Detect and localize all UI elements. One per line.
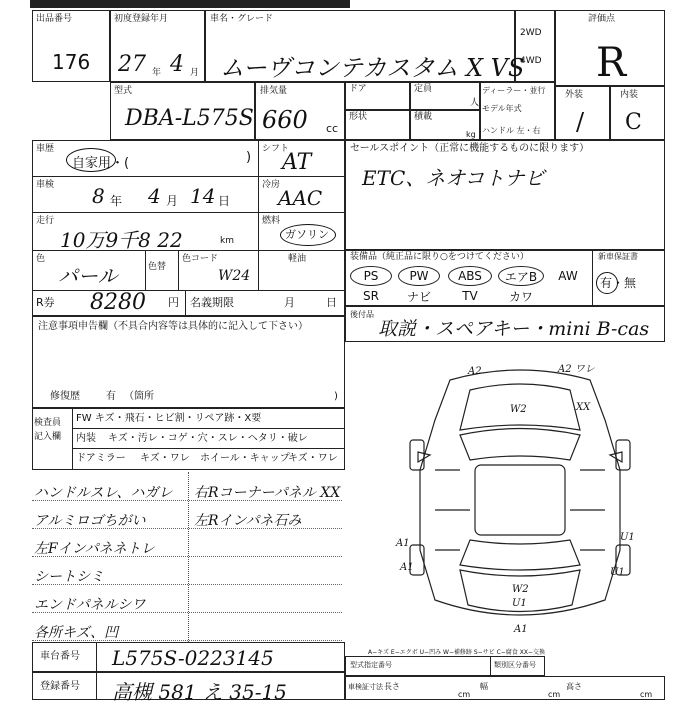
name-value: ムーヴコンテカスタム X VS — [220, 54, 525, 82]
inspector-label-1: 検査員 — [34, 418, 62, 428]
cm-2: cm — [548, 690, 561, 699]
recycle-value: 8280 — [90, 290, 146, 315]
cert-label-1: 型式指定番号 — [350, 661, 392, 669]
title-month: 月 — [284, 296, 295, 309]
inspect-day: 14 — [190, 184, 216, 208]
inspect-year-unit: 年 — [110, 194, 123, 208]
model-label: 型式 — [114, 86, 133, 96]
equip-leather: カワ — [508, 289, 533, 304]
use-close: ) — [246, 150, 252, 165]
grade-label: 評価点 — [588, 14, 616, 24]
chassis-value: L575S-0223145 — [112, 646, 274, 670]
mark-a1-lower: A1 — [400, 562, 414, 573]
sales-box — [345, 140, 665, 250]
inspect-month: 4 — [148, 184, 161, 208]
door-mirror-val: キズ・ワレ — [140, 453, 190, 464]
drive-4wd: 4WD — [520, 56, 542, 66]
new-car-label: 新車保証書 — [598, 252, 638, 261]
mark-a1-left: A1 — [396, 538, 410, 549]
color-value: パール — [58, 264, 118, 288]
dealer-label: ディーラー・並行 — [482, 86, 546, 95]
load-label: 積載 — [414, 112, 433, 122]
mark-u1-right: U1 — [620, 532, 635, 543]
notes-label: 注意事項申告欄（不具合内容等は具体的に記入して下さい） — [38, 321, 308, 332]
length-label: 長さ — [384, 682, 400, 691]
aftermarket-value: 取説・スペアキー・mini B-cas — [378, 318, 650, 340]
equip-airbag: エアB — [498, 266, 544, 286]
shift-value: AT — [282, 150, 312, 175]
remark-1: ハンドルスレ、ハガレ — [34, 485, 173, 501]
disp-value: 660 — [262, 106, 308, 134]
use-value: 自家用・( — [72, 156, 130, 171]
interior-value: C — [625, 110, 642, 135]
repair-value: 有 — [106, 391, 116, 402]
first-reg-label: 初度登録年月 — [114, 14, 169, 24]
inspect-label: 車検 — [36, 180, 55, 190]
fw-row: FW キズ・飛石・ヒビ割・リペア跡・X要 — [76, 413, 262, 424]
remark-5: エンドパネルシワ — [34, 597, 146, 613]
inspect-day-unit: 日 — [218, 194, 231, 208]
remark-right-2: 左Rインパネ石み — [194, 513, 302, 529]
reg-label: 登録番号 — [40, 681, 80, 692]
equip-ps: PS — [350, 266, 392, 286]
mark-xx-top: XX — [576, 402, 591, 413]
remark-4: シートシミ — [34, 569, 104, 585]
inspector-label-2: 記入欄 — [34, 432, 62, 442]
mileage-label: 走行 — [36, 216, 55, 226]
spot-label: （箇所 — [124, 391, 154, 402]
interior-label: 内装 — [620, 90, 639, 100]
remark-6: 各所キズ、凹 — [34, 625, 119, 641]
handle-label: ハンドル 左・右 — [482, 126, 541, 135]
recycle-label: R券 — [36, 296, 55, 309]
mark-w2-trunk: W2 — [512, 584, 529, 595]
reg-value: 高槻 581 え 35-15 — [112, 680, 287, 704]
spot-close: ) — [334, 391, 338, 402]
shape-label: 形状 — [349, 112, 368, 122]
aftermarket-label: 後付品 — [350, 310, 374, 319]
first-reg-month: 4 — [170, 52, 184, 77]
fuel-value: ガソリン — [285, 228, 329, 241]
disp-label: 排気量 — [260, 86, 288, 96]
color-label: 色 — [36, 254, 46, 264]
light-oil-label: 軽油 — [288, 254, 307, 264]
title-day: 日 — [326, 296, 337, 309]
yen-unit: 円 — [168, 296, 179, 309]
equip-pw: PW — [398, 266, 440, 286]
mark-a2-top: A2 — [468, 366, 482, 377]
model-value: DBA-L575S — [125, 106, 254, 131]
ac-value: AAC — [278, 186, 323, 210]
mileage-value: 10万9千8 22 — [60, 228, 183, 252]
chassis-label: 車台番号 — [40, 651, 80, 662]
drive-box — [515, 10, 555, 82]
persons-unit: 人 — [470, 98, 480, 108]
color-change-label: 色替 — [148, 262, 167, 272]
height-label: 高さ — [566, 682, 582, 691]
door-label: ドア — [349, 84, 367, 94]
lot-number: 176 — [52, 50, 91, 74]
color-code-label: 色コード — [182, 254, 219, 264]
width-label: 幅 — [480, 682, 488, 691]
in-label: 内装 — [76, 433, 96, 444]
equip-sr: SR — [363, 289, 379, 303]
sales-value: ETC、ネオコトナビ — [362, 166, 545, 190]
mark-a1-bottom: A1 — [514, 624, 528, 635]
lot-label: 出品番号 — [36, 14, 73, 24]
equip-tv: TV — [462, 289, 478, 303]
size-label: 車検証寸法 — [348, 683, 383, 691]
mark-a2-tl: A2 ワレ — [558, 364, 595, 375]
door-mirror: ドアミラー — [76, 453, 126, 464]
warranty-value: 有・無 — [600, 276, 637, 290]
wheel-cap: ホイール・キャップ — [200, 453, 290, 464]
cm-3: cm — [640, 690, 653, 699]
mark-u1-trunk: U1 — [512, 598, 527, 609]
exterior-label: 外装 — [565, 90, 584, 100]
grade-value: R — [596, 40, 627, 86]
disp-unit: cc — [326, 122, 339, 135]
equip-abs: ABS — [448, 266, 492, 286]
remark-2: アルミロゴちがい — [34, 513, 146, 529]
car-diagram — [390, 360, 650, 640]
exterior-value: / — [576, 108, 585, 136]
ac-label: 冷房 — [262, 180, 281, 190]
drive-2wd: 2WD — [520, 28, 542, 38]
car-windshield — [460, 429, 580, 461]
remark-3: 左Fインパネネトレ — [34, 541, 155, 557]
kg-unit: kg — [466, 130, 476, 139]
header-strip — [30, 0, 350, 8]
equip-navi: ナビ — [406, 289, 431, 304]
sales-title: セールスポイント（正常に機能するものに限ります） — [350, 143, 590, 154]
wheel-cap-val: キズ・ワレ — [288, 453, 338, 464]
equipment-title: 装備品（純正品に限り○をつけてください） — [350, 252, 529, 262]
title-label: 名義期限 — [190, 296, 234, 309]
car-roof — [475, 465, 565, 535]
inspect-year: 8 — [92, 184, 105, 208]
diagram-legend: A−キズ E−エクボ U−凹み W−補修跡 S−サビ C−腐食 XX−交換 — [368, 649, 545, 656]
repair-label: 修復歴 — [50, 391, 80, 402]
km-unit: km — [220, 236, 234, 246]
cert-label-2: 類別区分番号 — [494, 661, 536, 669]
year-unit: 年 — [152, 68, 162, 78]
month-unit: 月 — [190, 68, 200, 78]
capacity-label: 定員 — [414, 84, 433, 94]
color-code-value: W24 — [218, 268, 251, 284]
mark-w2-hood: W2 — [510, 404, 527, 415]
fuel-label: 燃料 — [262, 216, 281, 226]
use-label: 車歴 — [36, 144, 55, 154]
cm-1: cm — [458, 690, 471, 699]
shift-label: シフト — [262, 144, 290, 154]
car-rear-window — [460, 540, 580, 570]
first-reg-year: 27 — [118, 52, 146, 77]
name-label: 車名・グレード — [210, 14, 274, 24]
equip-aw: AW — [558, 269, 578, 283]
inspect-month-unit: 月 — [166, 194, 179, 208]
in-row: キズ・汚レ・コゲ・穴・スレ・ヘタリ・破レ — [108, 433, 308, 444]
mark-u1-lower: U1 — [610, 567, 625, 578]
model-year-label: モデル年式 — [482, 104, 522, 113]
remark-right-1: 右Rコーナーパネル XX — [194, 485, 341, 501]
